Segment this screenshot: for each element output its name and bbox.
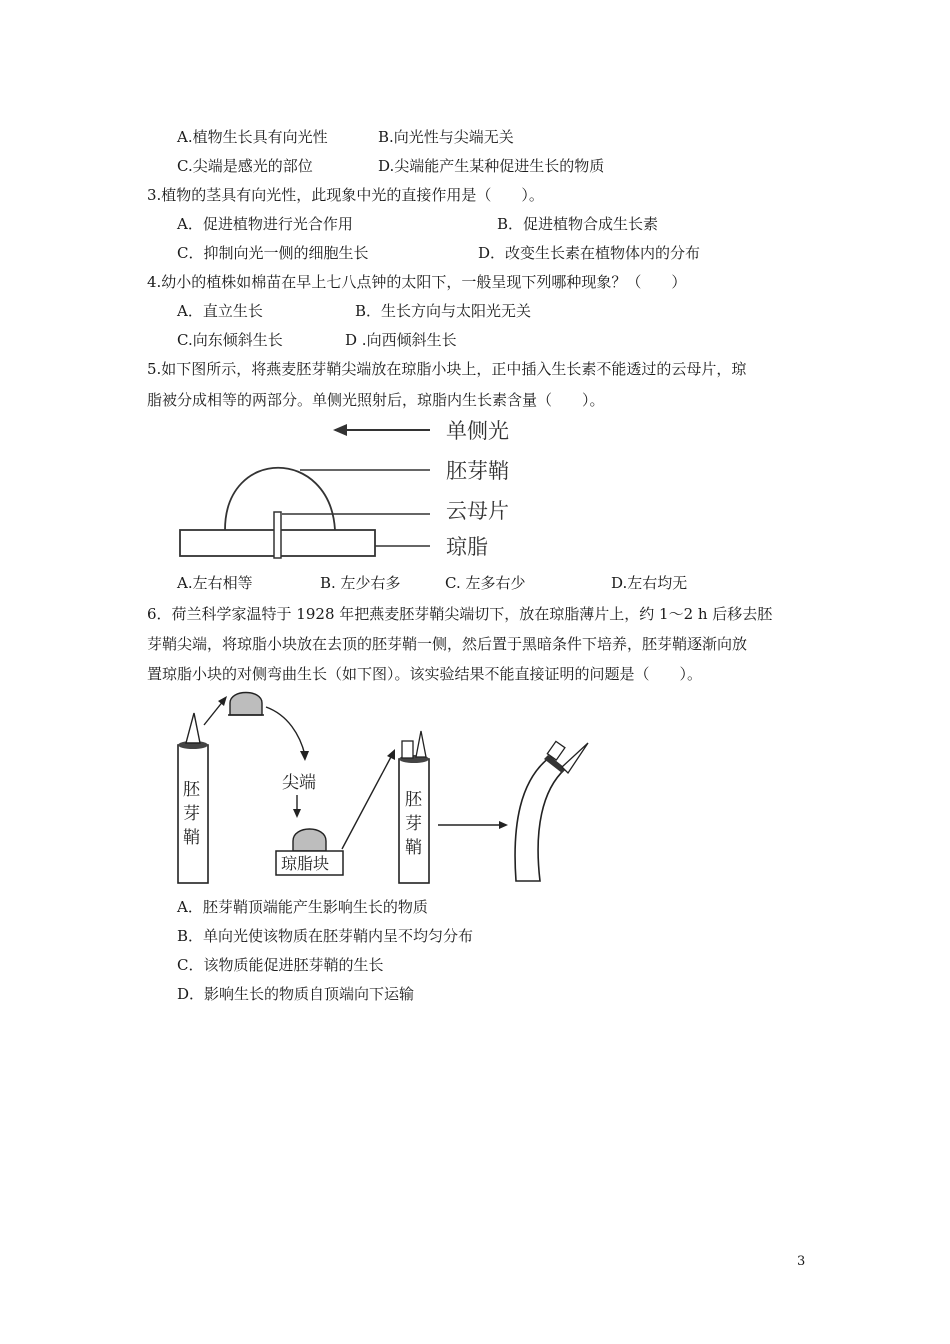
label-mica: 云母片 <box>446 499 509 523</box>
q4-option-a: A．直立生长 <box>177 302 263 320</box>
q6-stem-line2: 芽鞘尖端，将琼脂小块放在去顶的胚芽鞘一侧，然后置于黑暗条件下培养，胚芽鞘逐渐向放 <box>147 635 748 653</box>
q3-option-c: C．抑制向光一侧的细胞生长 <box>177 244 369 262</box>
label-coleoptile: 胚芽鞘 <box>446 459 509 483</box>
q4-option-d: D .向西倾斜生长 <box>345 331 457 349</box>
q3-option-d: D．改变生长素在植物体内的分布 <box>478 244 701 262</box>
q2-option-b: B.向光性与尖端无关 <box>378 128 514 146</box>
q5-figure <box>170 412 540 567</box>
q6-option-a: A．胚芽鞘顶端能产生影响生长的物质 <box>177 898 428 916</box>
q6-stem-line3: 置琼脂小块的对侧弯曲生长（如下图）。该实验结果不能直接证明的问题是（ ）。 <box>147 665 703 683</box>
q5-option-d: D.左右均无 <box>611 574 688 592</box>
label-agar-block: 琼脂块 <box>281 854 330 873</box>
q6-figure <box>170 685 610 890</box>
q5-option-b: B. 左少右多 <box>320 574 401 592</box>
q2-option-c: C.尖端是感光的部位 <box>177 157 313 175</box>
q4-stem: 4.幼小的植株如棉苗在早上七八点钟的太阳下，一般呈现下列哪种现象？（ ） <box>147 273 687 291</box>
mica-sheet <box>274 512 281 558</box>
coleoptile-with-agar <box>399 731 429 883</box>
q6-option-c: C．该物质能促进胚芽鞘的生长 <box>177 956 384 974</box>
label-coleoptile-2-char3: 鞘 <box>405 838 422 858</box>
coleoptile-intact <box>178 713 208 883</box>
q6-option-b: B．单向光使该物质在胚芽鞘内呈不均匀分布 <box>177 927 474 945</box>
q4-option-c: C.向东倾斜生长 <box>177 331 283 349</box>
q6-option-d: D．影响生长的物质自顶端向下运输 <box>177 985 415 1003</box>
label-light: 单侧光 <box>446 419 509 443</box>
q6-stem-line1: 6．荷兰科学家温特于 1928 年把燕麦胚芽鞘尖端切下，放在琼脂薄片上，约 1～2 h 后移去胚 <box>147 605 773 623</box>
tip-on-agar <box>228 693 264 716</box>
q3-stem: 3.植物的茎具有向光性，此现象中光的直接作用是（ ）。 <box>147 186 544 204</box>
label-agar: 琼脂 <box>446 535 488 559</box>
q4-option-b: B．生长方向与太阳光无关 <box>355 302 532 320</box>
label-coleoptile-1-char3: 鞘 <box>183 828 200 848</box>
agar-block-with-tip <box>276 829 343 875</box>
q3-option-b: B．促进植物合成生长素 <box>497 215 659 233</box>
label-coleoptile-1-char1: 胚 <box>183 780 200 800</box>
label-coleoptile-1-char2: 芽 <box>183 804 200 824</box>
label-tip: 尖端 <box>282 773 316 793</box>
label-coleoptile-2-char1: 胚 <box>405 790 422 810</box>
label-coleoptile-2-char2: 芽 <box>405 814 422 834</box>
q3-option-a: A．促进植物进行光合作用 <box>177 215 353 233</box>
light-arrow <box>333 424 430 436</box>
q5-stem-line2: 脂被分成相等的两部分。单侧光照射后，琼脂内生长素含量（ ）。 <box>147 391 605 409</box>
q5-option-a: A.左右相等 <box>177 574 253 592</box>
q2-option-d: D.尖端能产生某种促进生长的物质 <box>378 157 605 175</box>
q5-option-c: C. 左多右少 <box>445 574 526 592</box>
page-number: 3 <box>797 1254 806 1269</box>
q2-option-a: A.植物生长具有向光性 <box>177 128 328 146</box>
coleoptile-bent <box>515 741 588 881</box>
q5-stem-line1: 5.如下图所示，将燕麦胚芽鞘尖端放在琼脂小块上，正中插入生长素不能透过的云母片，琼 <box>147 360 747 378</box>
